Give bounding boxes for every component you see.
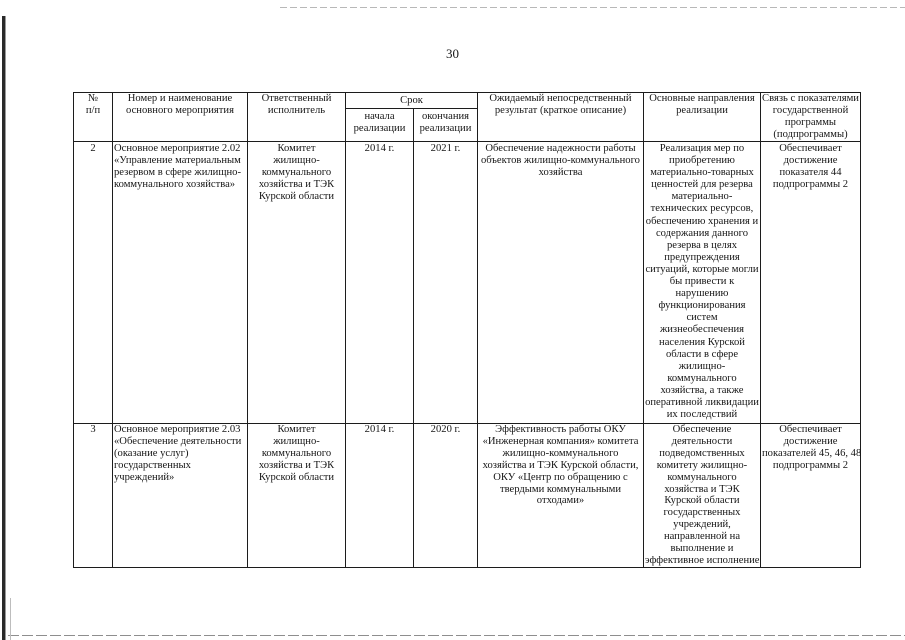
cell-num: 2 [74,142,113,424]
header-expected-result: Ожидаемый непосредственный результат (краткое описание) [478,93,644,142]
header-term-start: начала реализации [346,109,414,142]
header-term: Срок [346,93,478,109]
table-row [74,424,861,568]
cell-end-year: 2020 г. [414,424,478,568]
page-number: 30 [446,46,459,61]
cell-indicators: Обеспечивает достижение показателя 44 подпрограммы 2 [761,142,861,424]
table-row [74,142,861,424]
cell-executor: Комитет жилищно- коммунального хозяйства и ТЭК Курской области [248,142,346,424]
cell-event-name: Основное мероприятие 2.03 «Обеспечение деятельности (оказание услуг) государственных учреждений» [113,424,248,568]
cell-expected-result: Обеспечение надежности работы объектов жилищно-коммунального хозяйства [478,142,644,424]
scan-edge-left-shadow [5,16,6,640]
cell-num: 3 [74,424,113,568]
table-header-row [74,93,861,109]
header-executor: Ответственный исполнитель [248,93,346,142]
header-indicators: Связь с показателями государственной программы (подпрограммы) [762,93,859,140]
cell-expected-result: Эффективность работы ОКУ «Инженерная компания» комитета жилищно-коммунального хозяйства и ТЭК Курской области, ОКУ «Центр по обращению с твердыми коммунальными отходами» [478,424,644,568]
cell-end-year: 2021 г. [414,142,478,424]
cell-executor: Комитет жилищно- коммунального хозяйства и ТЭК Курской области [248,424,346,568]
cell-start-year: 2014 г. [346,142,414,424]
cell-event-name: Основное мероприятие 2.02 «Управление материальным резервом в сфере жилищно- коммунального хозяйства» [113,142,248,424]
header-directions: Основные направления реализации [644,93,761,142]
header-event-name: Номер и наименование основного мероприятия [113,93,248,142]
cell-directions: Реализация мер по приобретению материально-товарных ценностей для резерва материально- технических ресурсов, обеспечению хранения и содержания данного резерва в целях предупреждения ситуаций, которые могли бы привести к нарушению функционирования систем жизнеобеспечения населения Курской области в сфере жилищно- коммунального хозяйства, а также оперативной ликвидации их последствий [644,142,761,424]
scan-line-bottom [8,635,905,636]
cell-directions: Обеспечение деятельности подведомственных комитету жилищно- коммунального хозяйства и ТЭК Курской области государственных учреждений, направленной на выполнение и эффективное исполнение [645,424,760,566]
cell-indicators: Обеспечивает достижение показателей 45, 46, 48 подпрограммы 2 [761,424,861,568]
scan-line-top [280,7,905,8]
header-num: № п/п [74,93,113,142]
scan-mark-bottom-left [10,598,11,640]
activities-table [73,92,861,568]
header-term-end: окончания реализации [414,109,478,142]
cell-start-year: 2014 г. [346,424,414,568]
